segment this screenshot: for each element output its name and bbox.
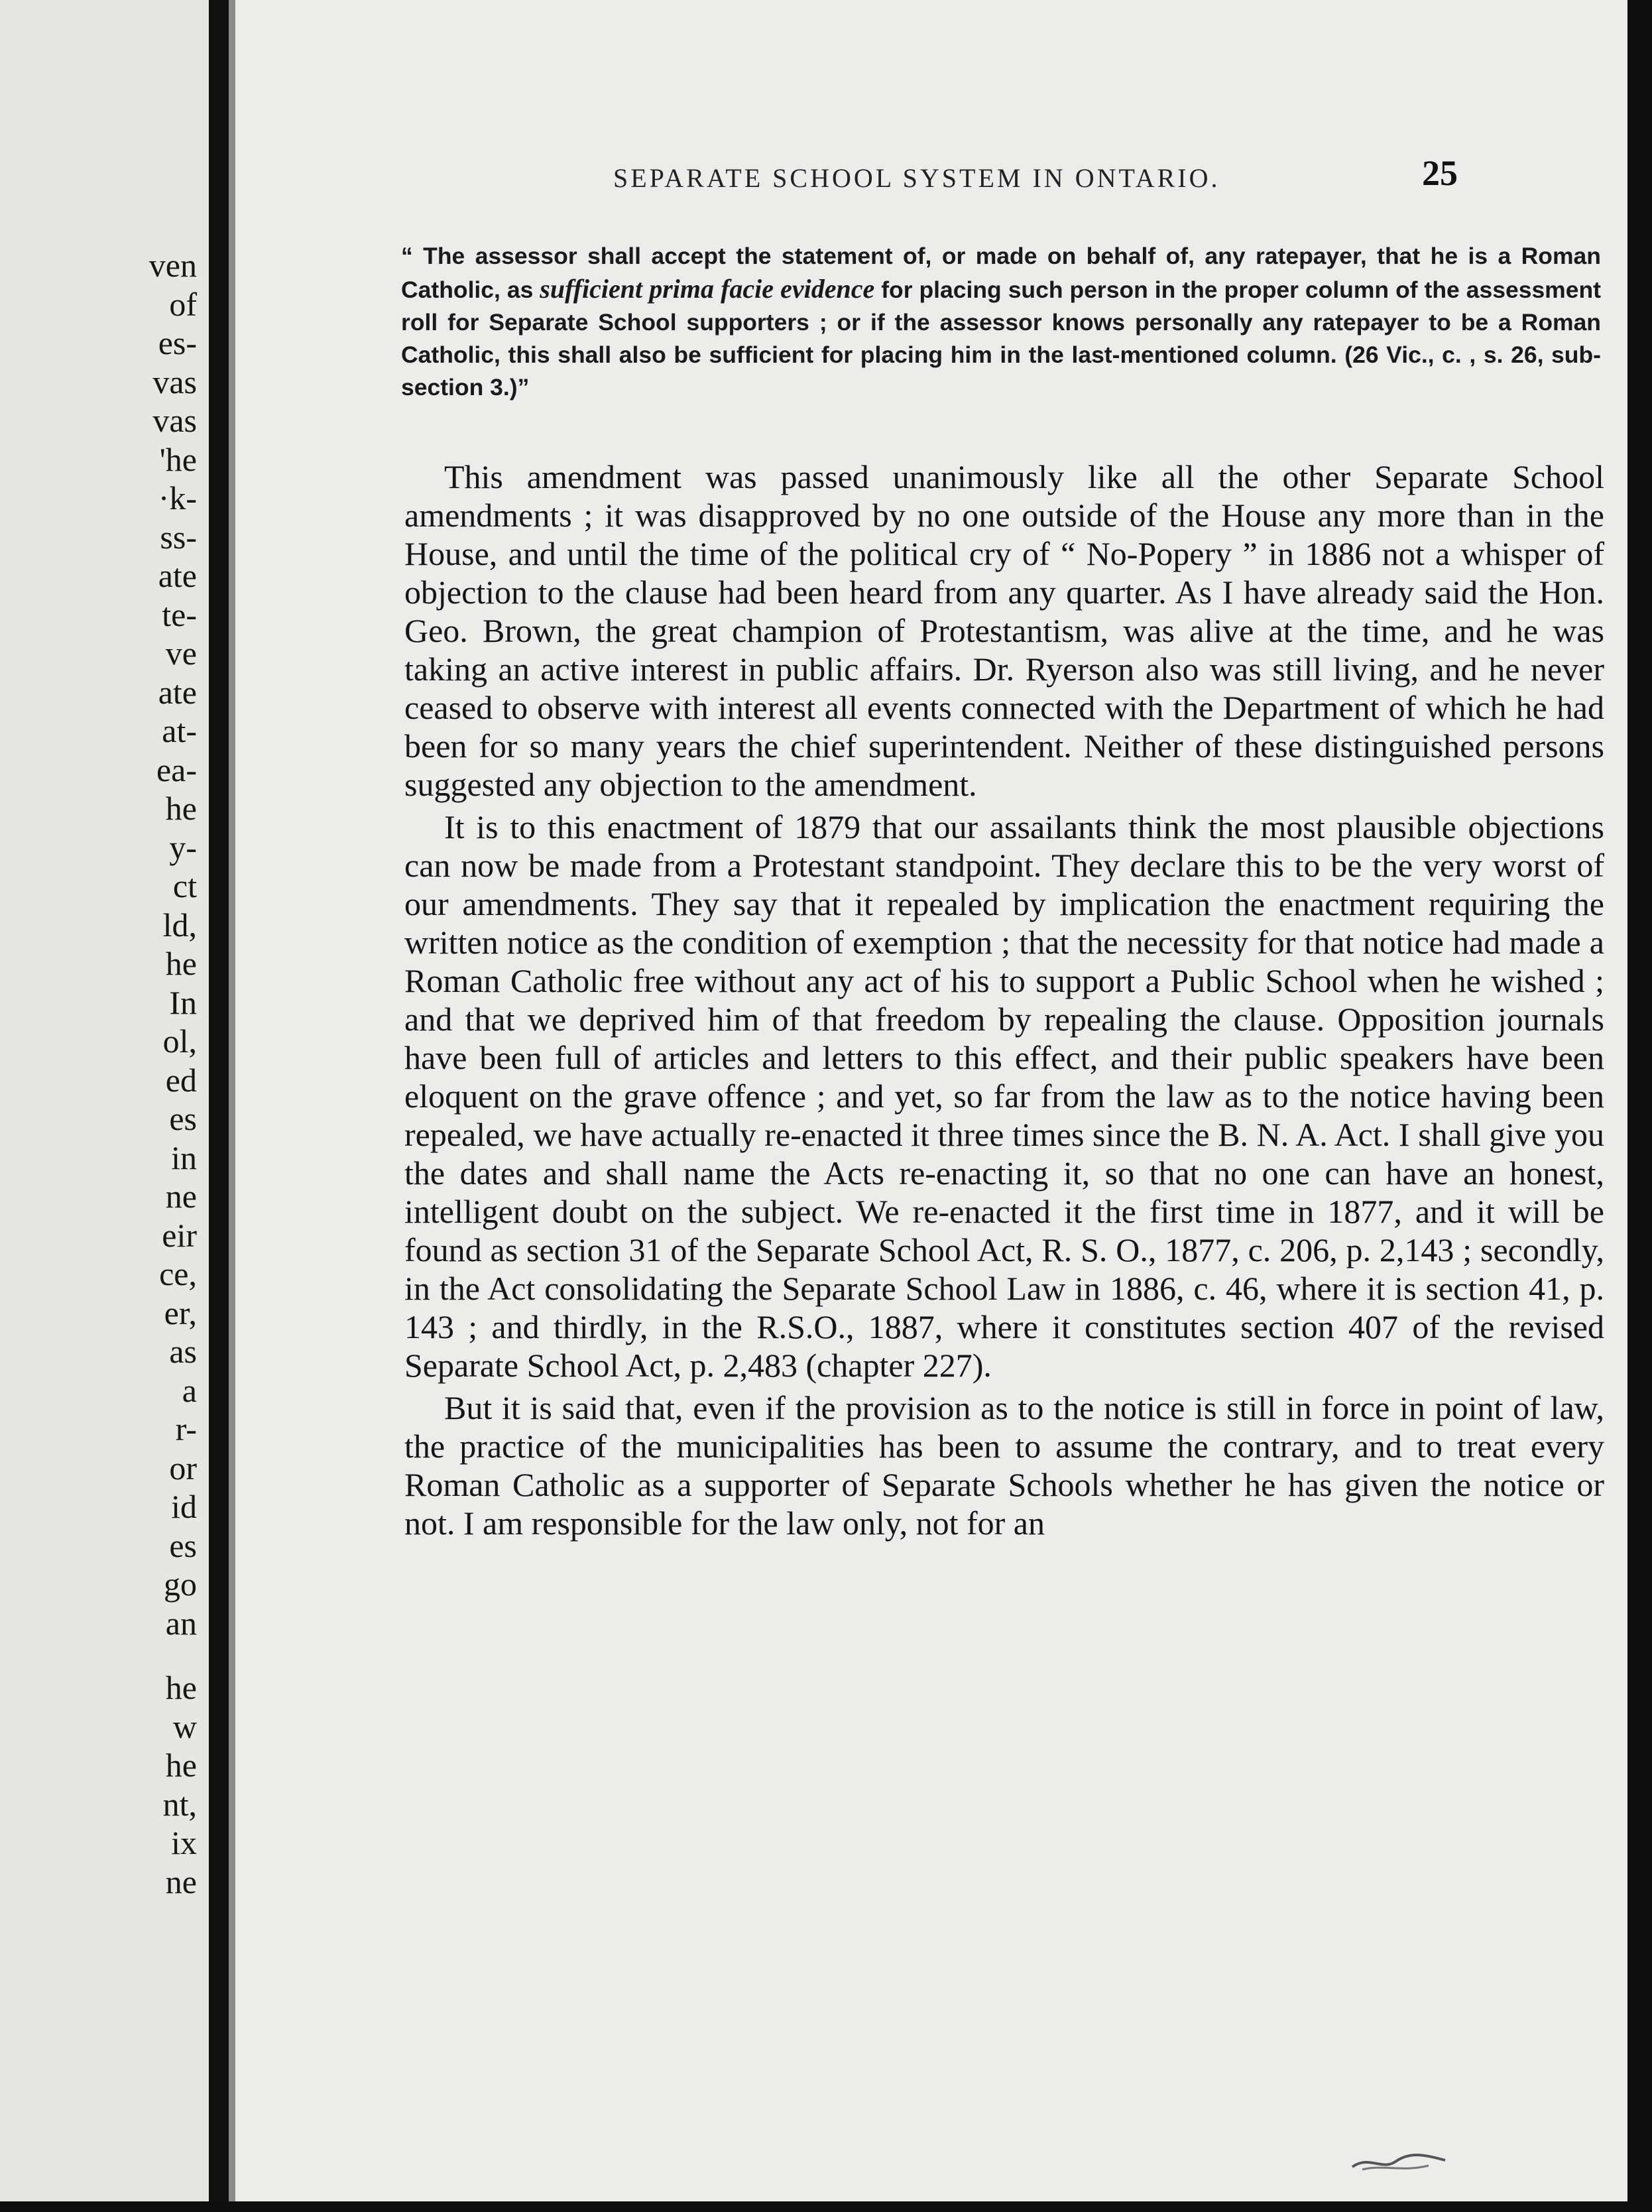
running-title: SEPARATE SCHOOL SYSTEM IN ONTARIO. <box>613 163 1220 193</box>
previous-page-line: y- <box>169 828 197 866</box>
previous-page-line: nt, <box>162 1785 197 1823</box>
previous-page-line: ·k- <box>158 479 197 517</box>
previous-page-line: w <box>172 1707 197 1745</box>
previous-page-line: ven <box>148 247 197 284</box>
bottom-page-edge <box>0 2201 1652 2212</box>
previous-page-line: ce, <box>159 1255 197 1292</box>
previous-page-line: ld, <box>162 906 197 944</box>
previous-page-line: er, <box>164 1294 197 1331</box>
previous-page-line: vas <box>152 402 197 439</box>
previous-page-line: r- <box>175 1410 197 1447</box>
paragraph: But it is said that, even if the provision as to the notice is still in force in point of law, the practice of the municipalities has been to assume the contrary, and to treat every Roman Catholic as a supporter of Separate Schools whether he has given the notice or not. I am responsible for the law only, not for an <box>404 1389 1604 1542</box>
previous-page-line: In <box>169 983 197 1021</box>
previous-page-line: ea- <box>156 751 197 788</box>
previous-page-line: ate <box>158 673 197 711</box>
previous-page-line: he <box>165 945 197 982</box>
previous-page-line: ct <box>172 867 197 904</box>
page-number: 25 <box>1422 153 1458 193</box>
previous-page-line: vas <box>152 363 197 400</box>
previous-page-line: ne <box>165 1863 197 1900</box>
paragraph: This amendment was passed unanimously like all the other Separate School amendments ; it was disapproved by no one outside of the House any more than in the House, and until the time of the political cry of “ No-Popery ” in 1886 not a whisper of objection to the clause had been heard from any quarter. As I have already said the Hon. Geo. Brown, the great champion of Protestantism, was alive at the time, and he was taking an active interest in public affairs. Dr. Ryerson also was still living, and he never ceased to observe with interest all events connected with the Department of which he had been for so many years the chief superintendent. Neither of these distinguished persons suggested any objection to the amendment. <box>404 458 1604 803</box>
book-page <box>235 0 1627 2201</box>
previous-page-line: 'he <box>159 440 197 478</box>
body-text <box>404 458 1604 1546</box>
previous-page-line: ol, <box>162 1022 197 1060</box>
previous-page-line: as <box>169 1333 197 1370</box>
quote-emphasis: sufficient prima facie evidence <box>540 274 875 304</box>
previous-page-line: he <box>165 1747 197 1784</box>
previous-page-line: es- <box>158 324 197 361</box>
previous-page-line: go <box>164 1566 197 1603</box>
previous-page-line: ne <box>165 1178 197 1215</box>
previous-page-line: an <box>165 1604 197 1642</box>
right-page-edge <box>1627 0 1652 2212</box>
page-gutter <box>209 0 229 2212</box>
previous-page-line: a <box>182 1371 197 1409</box>
block-quote <box>401 240 1601 404</box>
previous-page-line: he <box>165 790 197 827</box>
previous-page-line: of <box>169 285 197 323</box>
previous-page-line: ix <box>171 1824 197 1861</box>
previous-page-line: or <box>169 1449 197 1487</box>
previous-page-line: id <box>171 1488 197 1525</box>
previous-page-line: in <box>171 1138 197 1176</box>
previous-page-line: te- <box>162 595 197 633</box>
previous-page-line: ed <box>165 1061 197 1099</box>
previous-page-line: es <box>169 1100 197 1137</box>
previous-page-fragment <box>0 0 209 2212</box>
previous-page-line: at- <box>162 712 197 749</box>
previous-page-line: eir <box>162 1216 197 1254</box>
quote-text-continued: for placing such person in the proper column of the assessment roll for Separate School supporters ; or if the assessor knows personally any ratepayer to be a Roman Catholic, this shall also be sufficient for placing him in the last-mentioned column. (26 Vic., c. , s. 26, sub-section 3.)” <box>401 276 1601 400</box>
previous-page-line: ss- <box>160 518 197 556</box>
page-edge <box>229 0 235 2212</box>
paragraph: It is to this enactment of 1879 that our assailants think the most plausible objections can now be made from a Protestant standpoint. They declare this to be the very worst of our amendments. They say that it repealed by implication the enactment requiring the written notice as the condition of exemption ; that the necessity for that notice had made a Roman Catholic free without any act of his to support a Public School when he wished ; and that we deprived him of that freedom by repealing the clause. Opposition journals have been full of articles and letters to this effect, and their public speakers have been eloquent on the grave offence ; and yet, so far from the law as to the notice having been repealed, we have actually re-enacted it three times since the B. N. A. Act. I shall give you the dates and shall name the Acts re-enacting it, so that no one can have an honest, intelligent doubt on the subject. We re-enacted it the first time in 1877, and it will be found as section 31 of the Separate School Act, R. S. O., 1877, c. 206, p. 2,143 ; secondly, in the Act consolidating the Separate School Law in 1886, c. 46, where it is section 41, p. 143 ; and thirdly, in the R.S.O., 1887, where it constitutes section 407 of the revised Separate School Act, p. 2,483 (chapter 227). <box>404 808 1604 1384</box>
previous-page-line: es <box>169 1526 197 1564</box>
previous-page-line: ate <box>158 557 197 594</box>
previous-page-line: ve <box>165 635 197 672</box>
library-stamp-mark <box>1349 2148 1448 2175</box>
previous-page-line: he <box>165 1669 197 1706</box>
quote-text: “ The assessor shall accept the statement of, or made on behalf of, any ratepayer, that he is a Roman Catholic, as <box>401 243 1601 303</box>
